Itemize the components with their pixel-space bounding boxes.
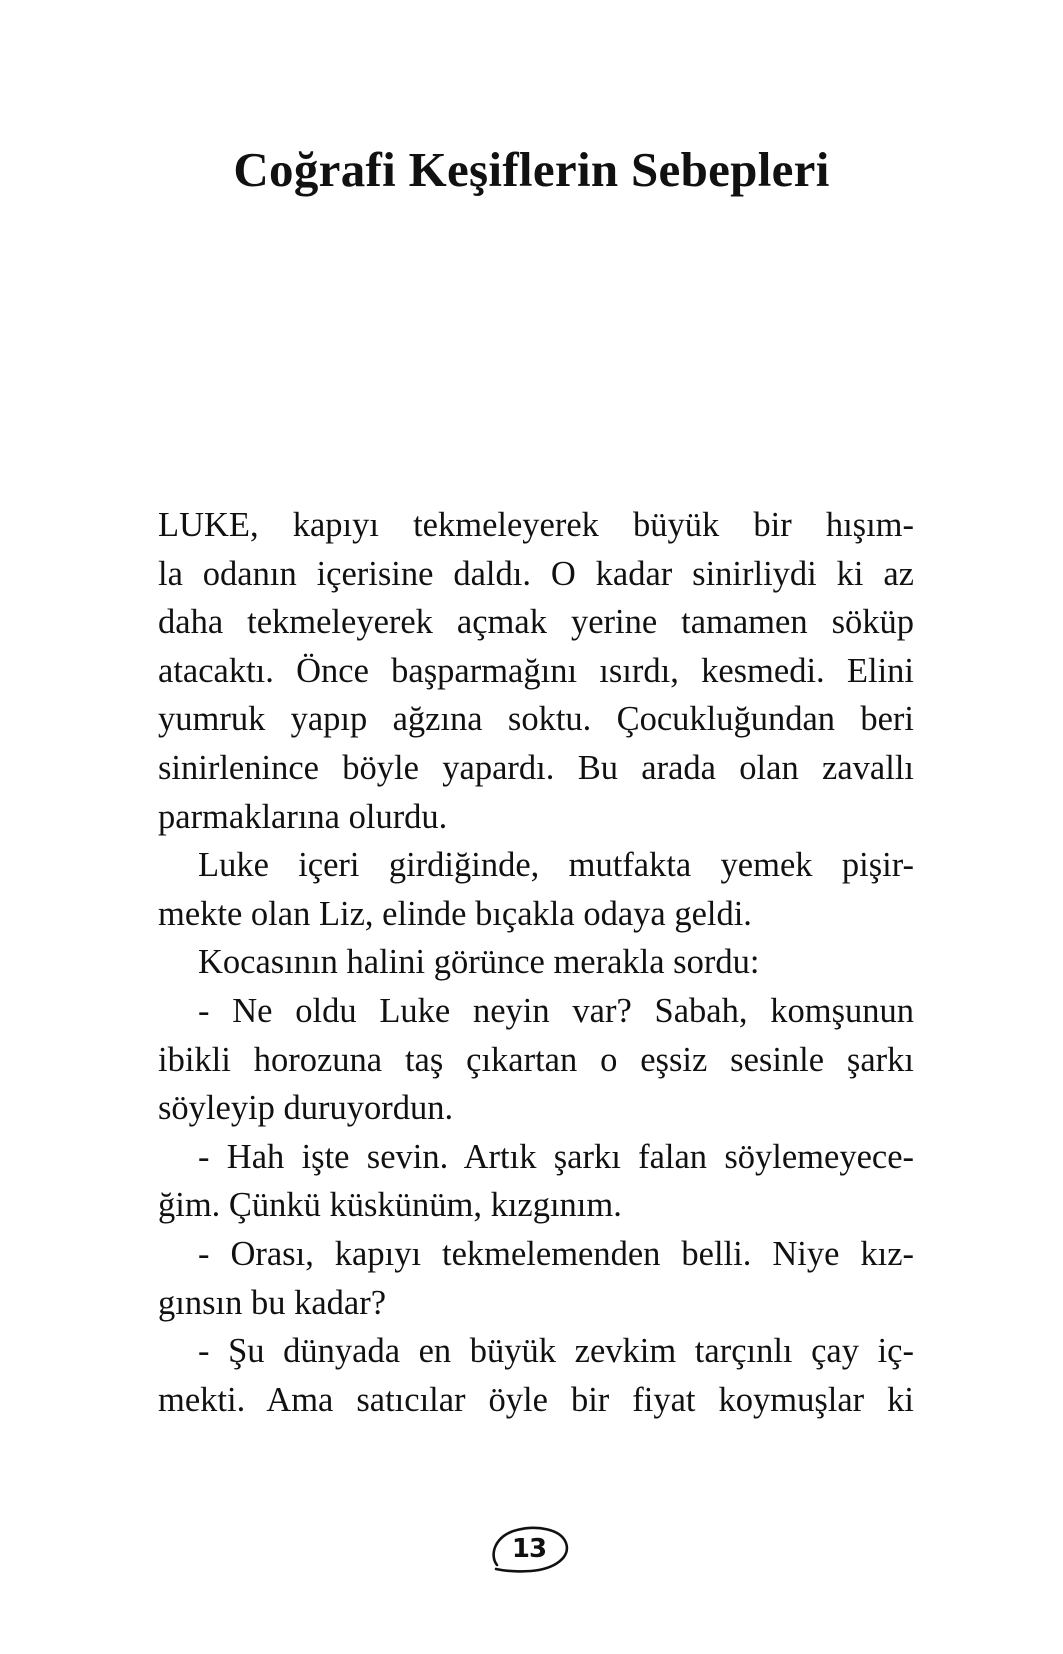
- text-line: LUKE, kapıyı tekmeleyerek büyük bir hışım-: [158, 506, 914, 544]
- text-line: ğim. Çünkü küskünüm, kızgınım.: [158, 1186, 622, 1225]
- text-line: - Hah işte sevin. Artık şarkı falan söylemeyece-: [198, 1137, 914, 1176]
- text-line: Luke içeri girdiğinde, mutfakta yemek pişir-: [198, 846, 914, 885]
- body-text: [158, 501, 914, 1424]
- text-line: - Ne oldu Luke neyin var? Sabah, komşunun: [198, 991, 914, 1030]
- text-line: gınsın bu kadar?: [158, 1283, 387, 1322]
- text-line: - Orası, kapıyı tekmelemenden belli. Niye kız-: [198, 1234, 914, 1273]
- text-line: mekte olan Liz, elinde bıçakla odaya geldi.: [158, 894, 752, 933]
- text-line: daha tekmeleyerek açmak yerine tamamen söküp: [158, 603, 914, 642]
- page-number: 13: [511, 1534, 547, 1564]
- text-line: - Şu dünyada en büyük zevkim tarçınlı çay iç-: [198, 1332, 914, 1371]
- text-line: la odanın içerisine daldı. O kadar sinirliydi ki az: [158, 554, 914, 593]
- chapter-title: Coğrafi Keşiflerin Sebepleri: [233, 142, 830, 197]
- text-line: atacaktı. Önce başparmağını ısırdı, kesmedi. Elini: [158, 651, 914, 690]
- text-line: sinirlenince böyle yapardı. Bu arada olan zavallı: [158, 748, 914, 787]
- text-line: söyleyip duruyordun.: [158, 1089, 454, 1128]
- text-line: yumruk yapıp ağzına soktu. Çocukluğundan beri: [158, 700, 914, 739]
- text-line: mekti. Ama satıcılar öyle bir fiyat koymuşlar ki: [158, 1380, 914, 1419]
- page-number-badge: [487, 1521, 571, 1577]
- text-line: Kocasının halini görünce merakla sordu:: [198, 943, 760, 982]
- text-line: ibikli horozuna taş çıkartan o eşsiz sesinle şarkı: [158, 1040, 914, 1079]
- text-line: parmaklarına olurdu.: [158, 797, 448, 836]
